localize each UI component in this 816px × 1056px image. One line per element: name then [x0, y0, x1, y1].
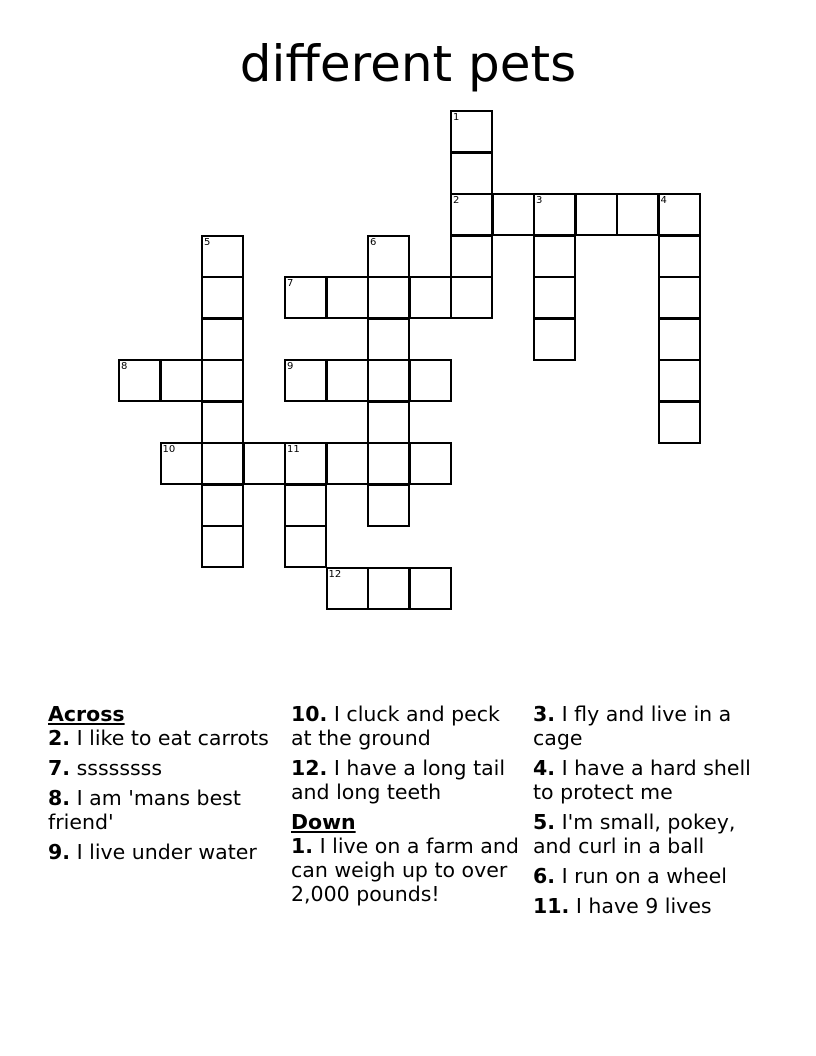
grid-cell[interactable]: [160, 442, 203, 485]
grid-cell[interactable]: [284, 484, 327, 527]
grid-cell[interactable]: [450, 193, 493, 236]
clue-number: 7.: [48, 756, 71, 780]
grid-cell[interactable]: [201, 484, 244, 527]
cell-number: 1: [453, 112, 460, 123]
grid-cell[interactable]: [533, 276, 576, 319]
grid-cell[interactable]: [450, 152, 493, 195]
cell-number: 10: [162, 444, 176, 455]
clue-column-1: [48, 702, 276, 870]
grid-cell[interactable]: [367, 567, 410, 610]
grid-cell[interactable]: [616, 193, 659, 236]
grid-cell[interactable]: [367, 401, 410, 444]
clue-across-8: [48, 786, 276, 834]
clue-text: I have a long tail and long teeth: [291, 756, 506, 804]
clue-text: I am 'mans best friend': [48, 786, 241, 834]
grid-cell[interactable]: [658, 359, 701, 402]
clue-down-4: [533, 756, 761, 804]
grid-cell[interactable]: [409, 276, 452, 319]
cell-number: 8: [121, 361, 128, 372]
grid-cell[interactable]: [658, 193, 701, 236]
clue-text: I cluck and peck at the ground: [291, 702, 500, 750]
clue-text: I live on a farm and can weigh up to over 2,000 pounds!: [291, 834, 519, 906]
clue-number: 5.: [533, 810, 556, 834]
grid-cell[interactable]: [450, 110, 493, 153]
grid-cell[interactable]: [367, 359, 410, 402]
clue-across-2: [48, 726, 276, 750]
grid-cell[interactable]: [367, 318, 410, 361]
clue-column-3: [533, 702, 761, 924]
clue-text: I fly and live in a cage: [533, 702, 732, 750]
clue-down-6: [533, 864, 761, 888]
clue-number: 10.: [291, 702, 328, 726]
cell-number: 6: [370, 236, 377, 248]
grid-cell[interactable]: [367, 442, 410, 485]
clue-text: I like to eat carrots: [76, 726, 269, 750]
down-heading: Down: [291, 810, 356, 834]
grid-cell[interactable]: [367, 484, 410, 527]
clue-number: 2.: [48, 726, 71, 750]
cell-number: 5: [204, 236, 211, 248]
clue-down-1: [291, 834, 519, 906]
clue-text: I'm small, pokey, and curl in a ball: [533, 810, 736, 858]
clue-number: 4.: [533, 756, 556, 780]
clue-number: 8.: [48, 786, 71, 810]
grid-cell[interactable]: [284, 276, 327, 319]
clue-down-5: [533, 810, 761, 858]
clue-number: 12.: [291, 756, 328, 780]
grid-cell[interactable]: [533, 235, 576, 278]
grid-cell[interactable]: [201, 442, 244, 485]
grid-cell[interactable]: [409, 442, 452, 485]
grid-cell[interactable]: [201, 276, 244, 319]
grid-cell[interactable]: [201, 401, 244, 444]
grid-cell[interactable]: [533, 193, 576, 236]
grid-cell[interactable]: [658, 235, 701, 278]
clue-across-9: [48, 840, 276, 864]
grid-cell[interactable]: [201, 318, 244, 361]
grid-cell[interactable]: [284, 442, 327, 485]
clue-text: I have a hard shell to protect me: [533, 756, 751, 804]
clue-across-7: [48, 756, 276, 780]
clue-down-11: [533, 894, 761, 918]
cell-number: 12: [328, 568, 342, 580]
grid-cell[interactable]: [658, 401, 701, 444]
cell-number: 3: [536, 195, 543, 206]
grid-cell[interactable]: [367, 235, 410, 278]
cell-number: 4: [660, 195, 667, 206]
clue-number: 11.: [533, 894, 570, 918]
grid-cell[interactable]: [160, 359, 203, 402]
grid-cell[interactable]: [658, 276, 701, 319]
page-title: different pets: [239, 35, 577, 93]
grid-cell[interactable]: [575, 193, 618, 236]
cell-number: 7: [287, 278, 294, 289]
grid-cell[interactable]: [284, 359, 327, 402]
grid-cell[interactable]: [658, 318, 701, 361]
cell-number: 9: [287, 361, 294, 372]
clue-across-12: [291, 756, 519, 804]
clue-number: 3.: [533, 702, 556, 726]
cell-number: 2: [453, 195, 460, 206]
clue-text: I run on a wheel: [561, 864, 727, 888]
clue-across-10: [291, 702, 519, 750]
grid-cell[interactable]: [367, 276, 410, 319]
clue-number: 9.: [48, 840, 71, 864]
grid-cell[interactable]: [284, 525, 327, 568]
clue-text: I live under water: [76, 840, 257, 864]
grid-cell[interactable]: [326, 567, 369, 610]
grid-cell[interactable]: [409, 567, 452, 610]
grid-cell[interactable]: [326, 442, 369, 485]
grid-cell[interactable]: [201, 235, 244, 278]
clue-column-2: [291, 702, 519, 912]
clue-number: 1.: [291, 834, 314, 858]
clue-down-3: [533, 702, 761, 750]
clue-number: 6.: [533, 864, 556, 888]
grid-cell[interactable]: [326, 359, 369, 402]
grid-cell[interactable]: [201, 359, 244, 402]
grid-cell[interactable]: [118, 359, 161, 402]
clue-text: ssssssss: [76, 756, 163, 780]
across-heading: Across: [48, 702, 125, 726]
grid-cell[interactable]: [326, 276, 369, 319]
grid-cell[interactable]: [533, 318, 576, 361]
grid-cell[interactable]: [409, 359, 452, 402]
grid-cell[interactable]: [450, 235, 493, 278]
grid-cell[interactable]: [201, 525, 244, 568]
grid-cell[interactable]: [243, 442, 286, 485]
grid-cell[interactable]: [450, 276, 493, 319]
clue-text: I have 9 lives: [575, 894, 712, 918]
cell-number: 11: [287, 444, 300, 455]
grid-cell[interactable]: [492, 193, 535, 236]
